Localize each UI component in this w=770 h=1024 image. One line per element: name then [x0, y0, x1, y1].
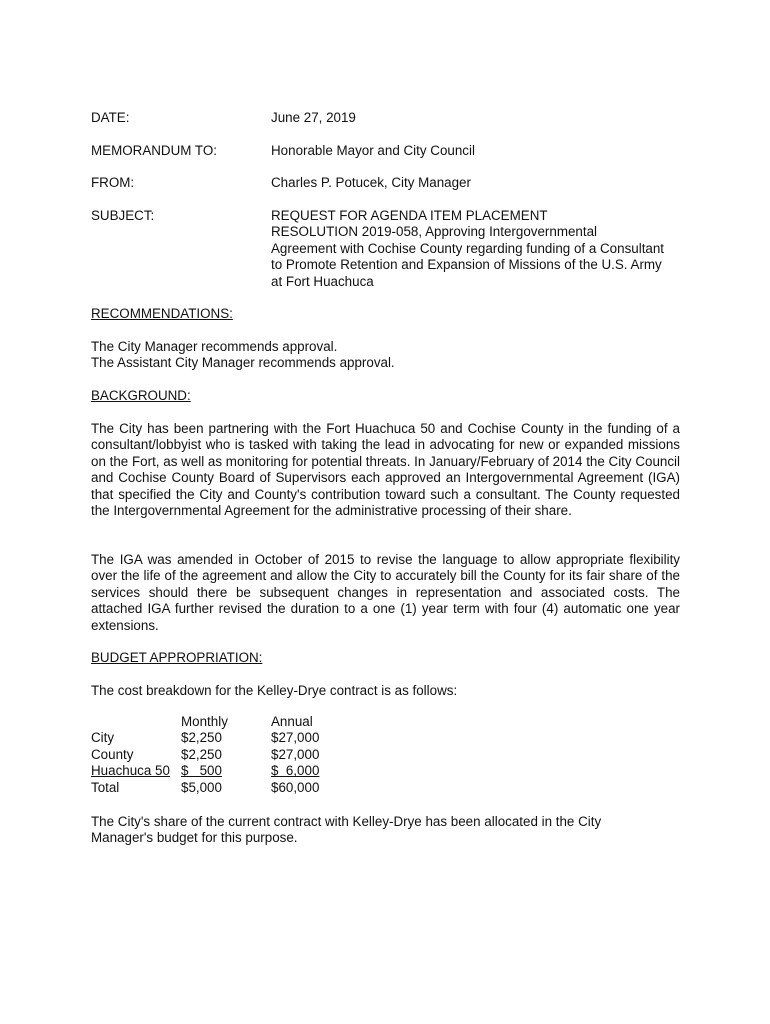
subject-line: Agreement with Cochise County regarding funding of a Consultant — [271, 240, 665, 256]
row-name: County — [91, 746, 134, 762]
subject-line: at Fort Huachuca — [271, 273, 374, 289]
row-monthly: $ 500 — [181, 763, 222, 779]
budget-heading: BUDGET APPROPRIATION: — [91, 650, 263, 665]
table-row — [91, 730, 331, 746]
row-name: Huachuca 50 — [91, 763, 170, 779]
memorandum-to-value: Honorable Mayor and City Council — [271, 143, 475, 158]
monthly-column-header: Monthly — [181, 714, 228, 729]
subject-label: SUBJECT: — [91, 208, 155, 223]
row-annual: $60,000 — [271, 779, 320, 795]
table-total-row — [91, 780, 331, 796]
row-annual: $ 6,000 — [271, 763, 320, 779]
table-row — [91, 747, 331, 763]
budget-closing-line: The City's share of the current contract with Kelley-Drye has been allocated in the City — [91, 814, 602, 829]
cost-breakdown-table — [91, 714, 331, 796]
row-monthly: $2,250 — [181, 730, 222, 746]
background-heading: BACKGROUND: — [91, 388, 191, 403]
from-label: FROM: — [91, 175, 135, 190]
recommendation-line: The City Manager recommends approval. — [91, 339, 338, 354]
background-paragraph-2-text: The IGA was amended in October of 2015 to revise the language to allow appropriate flexibility over the life of the agreement and allow the City to accurately bill the County for its fair share of the services should there be subsequent changes in representation and associated costs. The attached IGA further revised the duration to a one (1) year term with four (4) automatic one year extensions. — [91, 552, 680, 633]
row-monthly: $2,250 — [181, 746, 222, 762]
date-label: DATE: — [91, 110, 130, 125]
subject-line: REQUEST FOR AGENDA ITEM PLACEMENT — [271, 208, 548, 223]
from-value: Charles P. Potucek, City Manager — [271, 175, 471, 190]
subject-line: RESOLUTION 2019-058, Approving Intergovernmental — [271, 224, 598, 240]
row-name: City — [91, 730, 115, 746]
row-annual: $27,000 — [271, 730, 320, 746]
budget-intro: The cost breakdown for the Kelley-Drye contract is as follows: — [91, 683, 458, 698]
row-monthly: $5,000 — [181, 779, 222, 795]
row-annual: $27,000 — [271, 746, 320, 762]
background-paragraph-2 — [91, 552, 680, 634]
recommendations-heading: RECOMMENDATIONS: — [91, 306, 233, 321]
row-name: Total — [91, 779, 120, 795]
recommendation-line: The Assistant City Manager recommends approval. — [91, 355, 395, 371]
date-value: June 27, 2019 — [271, 110, 356, 125]
table-header-row — [91, 714, 331, 730]
subject-line: to Promote Retention and Expansion of Missions of the U.S. Army — [271, 257, 662, 273]
budget-closing-line: Manager's budget for this purpose. — [91, 830, 298, 846]
table-row — [91, 763, 331, 779]
annual-column-header: Annual — [271, 714, 313, 729]
background-paragraph-1-text: The City has been partnering with the Fort Huachuca 50 and Cochise County in the funding of a consultant/lobbyist who is tasked with taking the lead in advocating for new or expanded missions on the Fort, as well as monitoring for potential threats. In January/February of 2014 the City Council and Cochise County Board of Supervisors each approved an Intergovernmental Agreement (IGA) that specified the City and County's contribution toward such a consultant. The County requested the Intergovernmental Agreement for the administrative processing of their share. — [91, 421, 680, 519]
memorandum-to-label: MEMORANDUM TO: — [91, 143, 217, 158]
background-paragraph-1 — [91, 421, 680, 519]
